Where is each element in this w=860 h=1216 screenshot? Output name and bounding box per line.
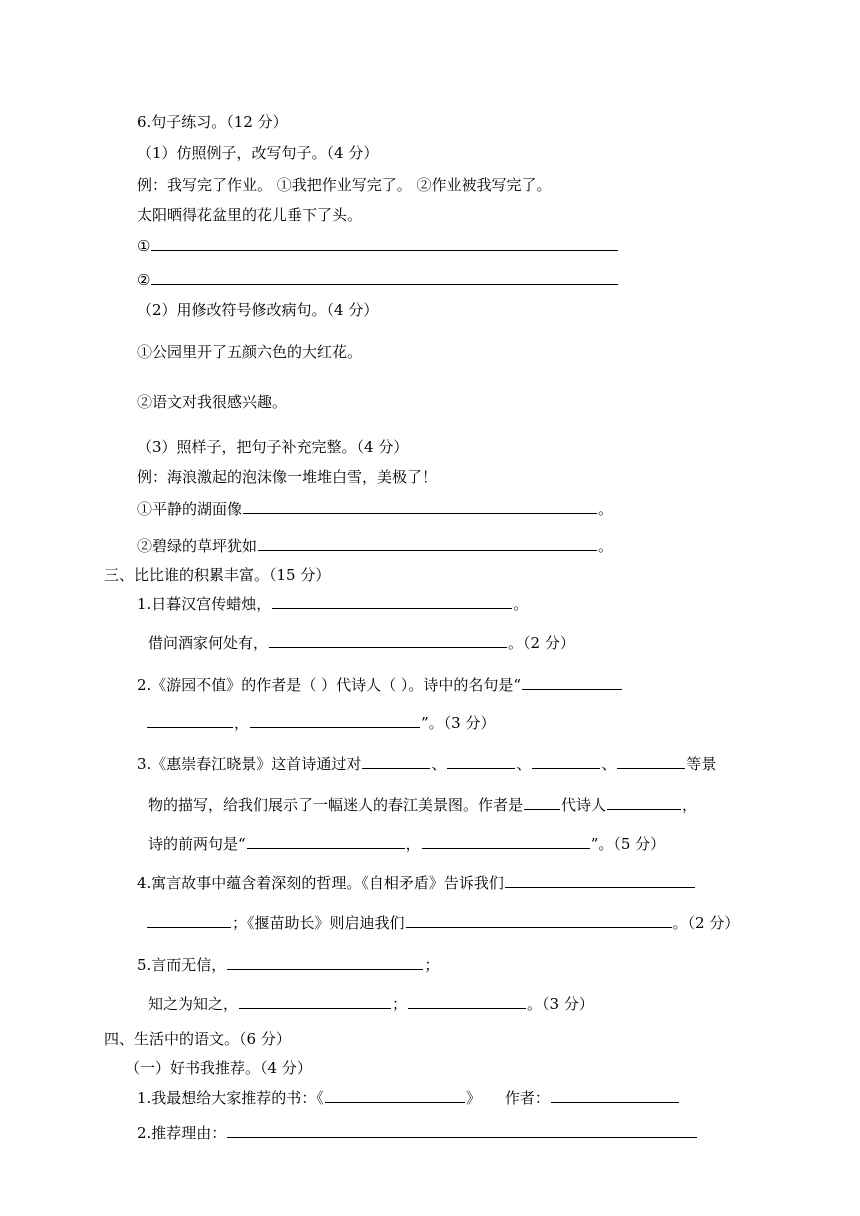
reason-blank[interactable]: [227, 1122, 697, 1138]
prompt-text: 5.言而无信，: [137, 956, 227, 974]
prompt-text: 2.《游园不值》的作者是（ ）代诗人（ ）。诗中的名句是“: [137, 676, 522, 694]
q6-part1-title: （1）仿照例子，改写句子。（4 分）: [137, 144, 379, 162]
answer-blank[interactable]: [151, 269, 618, 285]
sec3-q1-line-1: [137, 593, 528, 613]
answer-marker: ②: [137, 271, 151, 289]
section-3-title: 三、比比谁的积累丰富。（15 分）: [104, 566, 331, 584]
answer-blank[interactable]: [406, 912, 672, 928]
separator: ，: [405, 835, 421, 853]
q6-part3-title: （3）照样子，把句子补充完整。（4 分）: [137, 438, 409, 456]
q6-part2-sentence-2: ②语文对我很感兴趣。: [137, 393, 288, 411]
sec3-q2-line-1: [137, 674, 623, 694]
q6-part1-answer-2: [137, 269, 619, 289]
sec3-q2-line-2: [146, 712, 496, 732]
answer-blank[interactable]: [272, 593, 512, 609]
prompt-text: 借问酒家何处有，: [148, 634, 269, 652]
separator: ，: [234, 714, 250, 732]
answer-blank[interactable]: [505, 872, 695, 888]
q6-part2-sentence-1: ①公园里开了五颜六色的大红花。: [137, 343, 363, 361]
q6-part3-line-2: [137, 535, 613, 555]
prompt-text: ①平静的湖面像: [137, 500, 243, 518]
sec3-q5-line-2: [148, 993, 594, 1013]
suffix: ”。（3 分）: [421, 714, 496, 732]
prompt-text: 4.寓言故事中蕴含着深刻的哲理。《自相矛盾》告诉我们: [137, 874, 504, 892]
separator: ；: [392, 995, 408, 1013]
q6-part1-sentence: 太阳晒得花盆里的花儿垂下了头。: [137, 206, 363, 224]
q6-part1-answer-1: [137, 235, 619, 255]
sec4-q1-line: [137, 1087, 680, 1107]
sec3-q3-line-1: [137, 753, 716, 773]
answer-blank[interactable]: [362, 753, 430, 769]
close-bracket: 》: [465, 1089, 481, 1107]
prompt-text: 3.《惠崇春江晓景》这首诗通过对: [137, 755, 362, 773]
separator: 、: [601, 755, 617, 773]
suffix: 等景: [686, 755, 717, 773]
answer-blank[interactable]: [408, 993, 526, 1009]
answer-blank[interactable]: [269, 632, 507, 648]
sec3-q1-line-2: [148, 632, 575, 652]
answer-blank[interactable]: [239, 993, 391, 1009]
answer-blank[interactable]: [250, 712, 420, 728]
prompt-text: 知之为知之，: [148, 995, 239, 1013]
sec3-q3-line-3: [148, 833, 665, 853]
period: 。: [598, 537, 614, 555]
answer-blank[interactable]: [147, 712, 233, 728]
answer-blank[interactable]: [532, 753, 600, 769]
sec3-q4-line-1: [137, 872, 696, 892]
prompt-text: 1.日暮汉宫传蜡烛，: [137, 595, 272, 613]
suffix: 。（3 分）: [527, 995, 594, 1013]
prompt-text: ②碧绿的草坪犹如: [137, 537, 258, 555]
q6-part1-example: 例：我写完了作业。 ①我把作业写完了。 ②作业被我写完了。: [137, 176, 552, 194]
author-label: 作者：: [504, 1089, 550, 1107]
answer-blank[interactable]: [227, 954, 423, 970]
prompt-text: 代诗人: [561, 796, 607, 814]
suffix: 。（2 分）: [672, 914, 740, 932]
suffix: ；: [424, 956, 440, 974]
prompt-text: 1.我最想给大家推荐的书：《: [137, 1089, 324, 1107]
sec3-q4-line-2: [146, 912, 739, 932]
answer-blank[interactable]: [247, 833, 405, 849]
prompt-text: ；《揠苗助长》则启迪我们: [232, 914, 405, 932]
separator: 、: [516, 755, 532, 773]
section-4-title: 四、生活中的语文。（6 分）: [104, 1030, 291, 1048]
separator: 、: [431, 755, 447, 773]
answer-blank[interactable]: [607, 794, 681, 810]
author-blank[interactable]: [551, 1087, 679, 1103]
sec4-sub1-title: （一）好书我推荐。（4 分）: [125, 1059, 312, 1077]
prompt-text: 2.推荐理由：: [137, 1124, 227, 1142]
answer-blank[interactable]: [522, 674, 622, 690]
prompt-text: 诗的前两句是“: [148, 835, 246, 853]
sec3-q5-line-1: [137, 954, 439, 974]
answer-blank[interactable]: [617, 753, 685, 769]
q6-part3-line-1: [137, 498, 613, 518]
prompt-text: 物的描写，给我们展示了一幅迷人的春江美景图。作者是: [148, 796, 524, 814]
sec4-q2-line: [137, 1122, 698, 1142]
answer-blank[interactable]: [447, 753, 515, 769]
suffix: ”。（5 分）: [590, 835, 666, 853]
answer-blank[interactable]: [151, 235, 618, 251]
answer-blank[interactable]: [524, 794, 560, 810]
suffix: 。（2 分）: [508, 634, 575, 652]
answer-blank[interactable]: [243, 498, 597, 514]
question-6-title: 6.句子练习。（12 分）: [137, 113, 288, 131]
answer-blank[interactable]: [258, 535, 597, 551]
suffix: ，: [682, 796, 698, 814]
period: 。: [598, 500, 614, 518]
answer-blank[interactable]: [422, 833, 590, 849]
q6-part2-title: （2）用修改符号修改病句。（4 分）: [137, 301, 379, 319]
book-title-blank[interactable]: [325, 1087, 465, 1103]
answer-blank[interactable]: [147, 912, 231, 928]
sec3-q3-line-2: [148, 794, 697, 814]
q6-part3-example: 例：海浪激起的泡沫像一堆堆白雪，美极了！: [137, 468, 438, 486]
answer-marker: ①: [137, 237, 151, 255]
suffix: 。: [513, 595, 529, 613]
